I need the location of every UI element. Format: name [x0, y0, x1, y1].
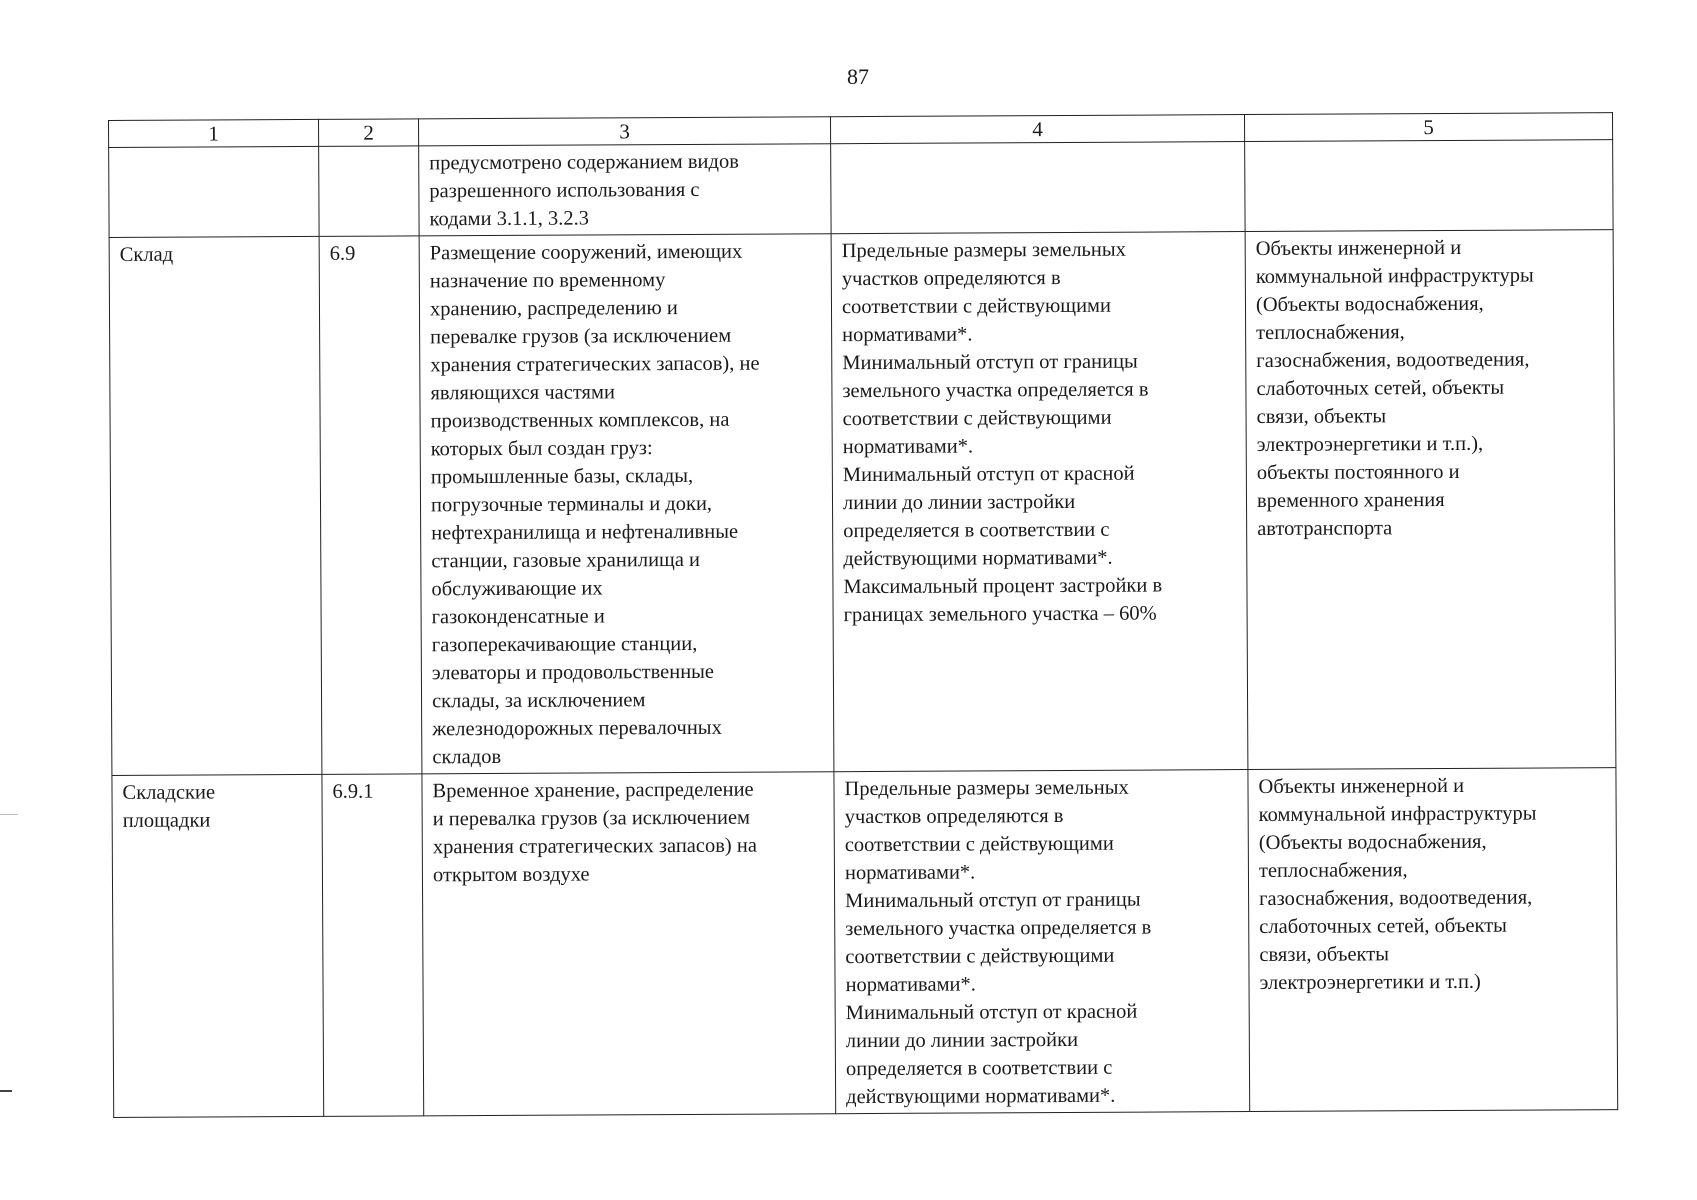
auxiliary-uses-cell: Объекты инженерной и коммунальной инфраструктуры (Объекты водоснабжения, теплоснабжения, газоснабжения, водоотведения, слаботочных сетей, объекты связи, объекты электроэнергетики и т.п.), объекты постоянного и временного хранения автотранспорта [1245, 230, 1616, 770]
table-row [109, 140, 1613, 238]
page-number: 87 [847, 64, 869, 89]
land-use-parameters-cell [831, 142, 1245, 234]
land-use-name-cell [109, 146, 319, 237]
auxiliary-uses-cell: Объекты инженерной и коммунальной инфраструктуры (Объекты водоснабжения, теплоснабжения, газоснабжения, водоотведения, слаботочных сетей, объекты связи, объекты электроэнергетики и т.п.) [1248, 768, 1618, 1112]
header-cell-5: 5 [1244, 113, 1612, 142]
land-use-description-cell: Временное хранение, распределение и перевалка грузов (за исключением хранения стратегических запасов) на открытом воздухе [422, 772, 836, 1116]
land-use-code-cell: 6.9 [319, 236, 422, 775]
scan-margin-mark [0, 814, 18, 815]
header-cell-2: 2 [318, 119, 418, 147]
land-use-parameters-cell: Предельные размеры земельных участков определяются в соответствии с действующими нормативами*. Минимальный отступ от границы земельного участка определяется в соответствии с действующими нормативами*. Минимальный отступ от красной линии до линии застройки определяется в соответствии с действующими нормативами*. [834, 770, 1250, 1114]
land-use-name-cell: Склад [109, 236, 322, 775]
land-use-code-cell [319, 146, 419, 237]
land-use-code-cell: 6.9.1 [322, 774, 424, 1117]
header-cell-1: 1 [109, 119, 319, 147]
land-use-description-cell: предусмотрено содержанием видов разрешенного использования с кодами 3.1.1, 3.2.3 [419, 144, 831, 236]
land-use-name-cell: Складские площадки [112, 774, 324, 1117]
header-cell-3: 3 [418, 117, 830, 146]
scan-margin-mark [0, 1090, 12, 1092]
land-use-description-cell: Размещение сооружений, имеющих назначение по временному хранению, распределению и перевалке грузов (за исключением хранения стратегических запасов), не являющихся частями производственных комплексов, на которых был создан груз: промышленные базы, склады, погрузочные терминалы и доки, нефтехранилища и нефтеналивные станции, газовые хранилища и обслуживающие их газоконденсатные и газоперекачивающие станции, элеваторы и продовольственные склады, за исключением железнодорожных перевалочных складов [419, 234, 834, 774]
land-use-table [108, 112, 1618, 1118]
land-use-parameters-cell: Предельные размеры земельных участков определяются в соответствии с действующими нормативами*. Минимальный отступ от границы земельного участка определяется в соответствии с действующими нормативами*. Минимальный отступ от красной линии до линии застройки определяется в соответствии с действующими нормативами*. Максимальный процент застройки в границах земельного участка – 60% [831, 232, 1248, 772]
auxiliary-uses-cell [1245, 140, 1613, 232]
table-row [112, 768, 1618, 1118]
header-cell-4: 4 [830, 115, 1244, 144]
table-row [109, 230, 1616, 776]
